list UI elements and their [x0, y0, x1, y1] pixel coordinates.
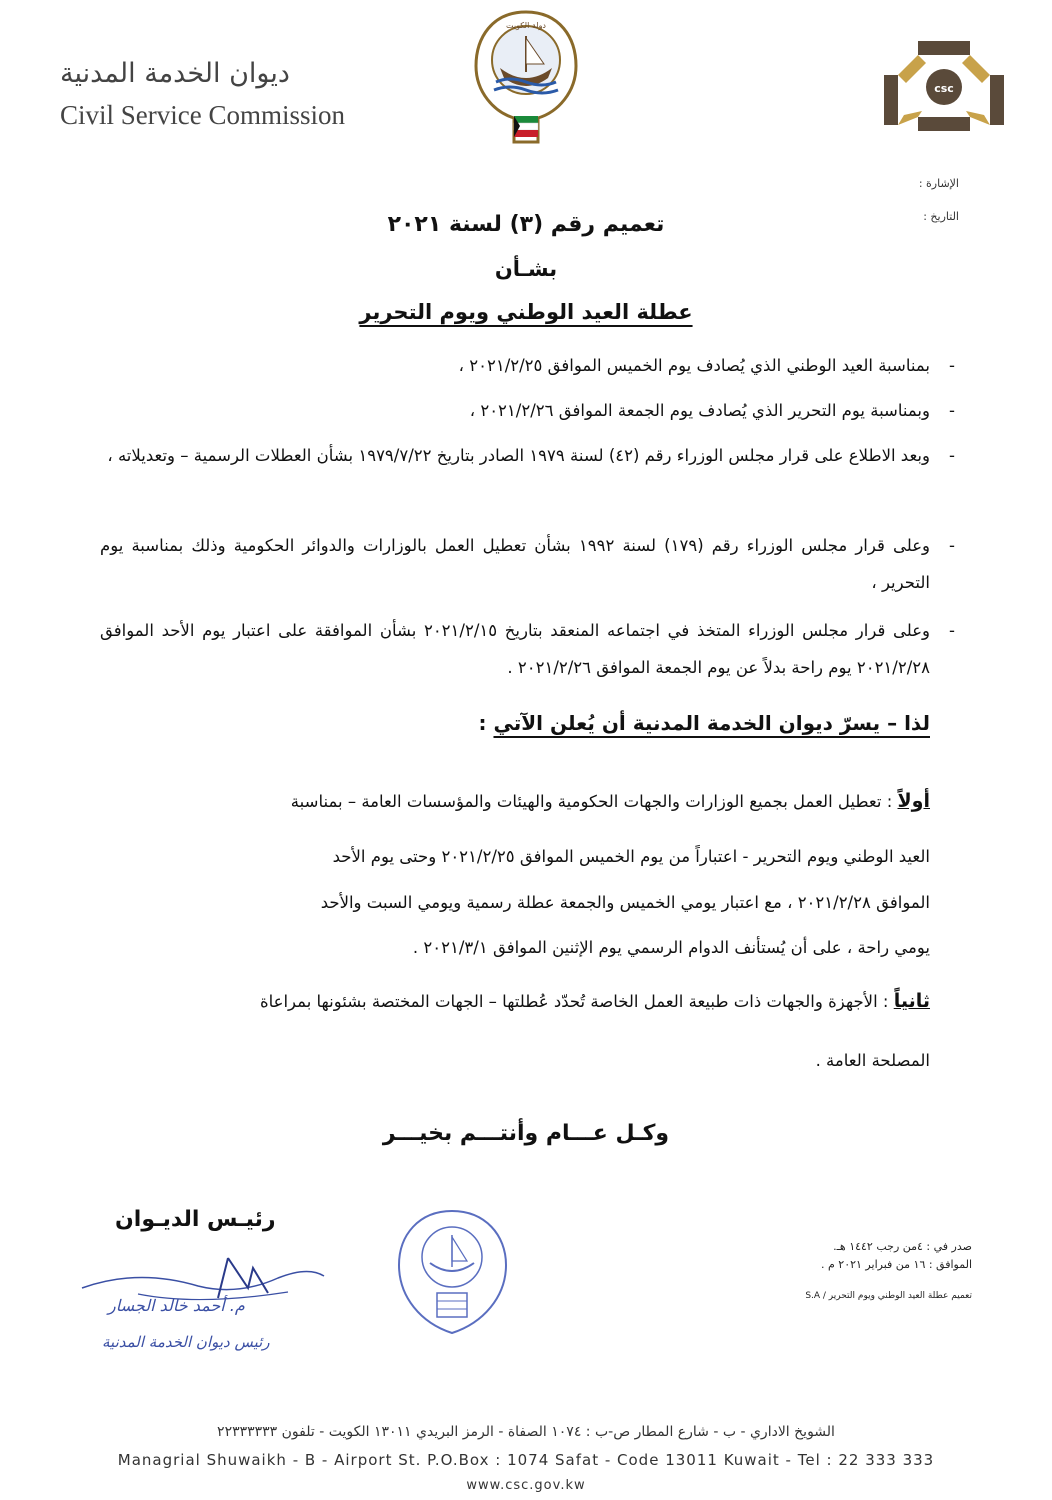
- footer-address-english: Managrial Shuwaikh - B - Airport St. P.O.Box : 1074 Safat - Code 13011 Kuwait - Tel : 22 333 333: [117, 1451, 935, 1469]
- subject-text: عطلة العيد الوطني ويوم التحرير: [359, 300, 693, 324]
- intro-item: - وبمناسبة يوم التحرير الذي يُصادف يوم الجمعة الموافق ٢٠٢١/٢/٢٦ ،: [469, 401, 955, 420]
- file-reference: تعميم عطلة العيد الوطني ويوم التحرير / S.A: [805, 1291, 972, 1301]
- official-stamp-icon: [385, 1205, 520, 1340]
- intro-text: وبعد الاطلاع على قرار مجلس الوزراء رقم (٤٢) لسنة ١٩٧٩ الصادر بتاريخ ١٩٧٩/٧/٢٢ بشأن العطلات الرسمية – وتعديلاته ،: [107, 446, 930, 465]
- signatory-role: رئيس ديوان الخدمة المدنية: [102, 1333, 270, 1351]
- intro-text: وعلى قرار مجلس الوزراء رقم (١٧٩) لسنة ١٩٩٢ بشأن تعطيل العمل بالوزارات والدوائر الحكومية وذلك بمناسبة يوم التحرير ،: [100, 536, 931, 592]
- second-clause-line: [110, 1051, 930, 1070]
- first-clause-line: [110, 893, 930, 912]
- second-clause-line: [70, 990, 930, 1012]
- first-clause-line: [110, 847, 930, 866]
- signatory-name: م. أحمد خالد الجسار: [108, 1296, 245, 1315]
- first-clause-text: العيد الوطني ويوم التحرير - اعتباراً من يوم الخميس الموافق ٢٠٢١/٢/٢٥ وحتى يوم الأحد: [332, 847, 930, 866]
- intro-text: وعلى قرار مجلس الوزراء المتخذ في اجتماعه المنعقد بتاريخ ٢٠٢١/٢/١٥ بشأن الموافقة على اعتبار يوم الأحد الموافق ٢٠٢١/٢/٢٨ يوم راحة بدلاً عن يوم الجمعة الموافق ٢٠٢١/٢/٢٦ .: [100, 621, 931, 677]
- footer-website: www.csc.gov.kw: [466, 1478, 586, 1493]
- intro-item: - وعلى قرار مجلس الوزراء رقم (١٧٩) لسنة ١٩٩٢ بشأن تعطيل العمل بالوزارات والدوائر الحكومية وذلك بمناسبة يوم التحرير ،: [100, 536, 955, 592]
- first-clause-text: الموافق ٢٠٢١/٢/٢٨ ، مع اعتبار يومي الخميس والجمعة عطلة رسمية ويومي السبت والأحد: [320, 893, 930, 912]
- second-clause-text: المصلحة العامة .: [815, 1051, 930, 1070]
- intro-item: - وبعد الاطلاع على قرار مجلس الوزراء رقم (٤٢) لسنة ١٩٧٩ الصادر بتاريخ ١٩٧٩/٧/٢٢ بشأن العطلات الرسمية – وتعديلاته ،: [107, 446, 955, 465]
- intro-item: - وعلى قرار مجلس الوزراء المتخذ في اجتماعه المنعقد بتاريخ ٢٠٢١/٢/١٥ بشأن الموافقة على اعتبار يوم الأحد الموافق ٢٠٢١/٢/٢٨ يوم راحة بدلاً عن يوم الجمعة الموافق ٢٠٢١/٢/٢٦ .: [100, 621, 955, 677]
- regarding-heading: بشـأن: [494, 257, 558, 281]
- intro-text: بمناسبة العيد الوطني الذي يُصادف يوم الخميس الموافق ٢٠٢١/٢/٢٥ ،: [458, 356, 930, 375]
- emblem-text: دولة الكويت: [506, 21, 546, 30]
- intro-text: وبمناسبة يوم التحرير الذي يُصادف يوم الجمعة الموافق ٢٠٢١/٢/٢٦ ،: [469, 401, 930, 420]
- announcement-colon: :: [478, 711, 494, 735]
- second-clause-label: ثانياً: [893, 990, 930, 1012]
- issued-hijri-date: صدر في : ٤من رجب ١٤٤٢ هـ.: [833, 1240, 972, 1253]
- signatory-title: رئيـس الديـوان: [115, 1207, 276, 1232]
- date-label: التاريخ :: [923, 210, 959, 223]
- closing-greeting: وكـل عـــام وأنتـــم بخيـــر: [382, 1121, 670, 1146]
- announcement-text: لذا – يسرّ ديوان الخدمة المدنية أن يُعلن الآتي: [493, 711, 930, 735]
- announcement-line: [479, 711, 930, 735]
- circular-number-title: تعميم رقم (٣) لسنة ٢٠٢١: [387, 212, 665, 237]
- subject-heading: [0, 300, 1052, 324]
- org-name-arabic: ديوان الخدمة المدنية: [60, 58, 290, 89]
- intro-item: - بمناسبة العيد الوطني الذي يُصادف يوم الخميس الموافق ٢٠٢١/٢/٢٥ ،: [458, 356, 955, 375]
- csc-logo-icon: [878, 35, 1010, 135]
- first-clause-text: يومي راحة ، على أن يُستأنف الدوام الرسمي يوم الإثنين الموافق ٢٠٢١/٣/١ .: [412, 938, 930, 957]
- first-clause-line: [110, 938, 930, 957]
- second-clause-text: : الأجهزة والجهات ذات طبيعة العمل الخاصة تُحدّد عُطلتها – الجهات المختصة بشئونها بمراعاة: [259, 992, 894, 1011]
- csc-logo-text: csc: [934, 82, 954, 95]
- issued-gregorian-date: الموافق : ١٦ من فبراير ٢٠٢١ م .: [820, 1258, 972, 1271]
- first-clause-label: أولاً: [897, 790, 930, 812]
- org-name-english: Civil Service Commission: [60, 100, 346, 130]
- reference-label: الإشارة :: [918, 177, 959, 190]
- kuwait-emblem-icon: [470, 8, 582, 146]
- first-clause-text: : تعطيل العمل بجميع الوزارات والجهات الحكومية والهيئات والمؤسسات العامة – بمناسبة: [290, 792, 898, 811]
- first-clause-line: [70, 790, 930, 812]
- footer-address-arabic: الشويخ الاداري - ب - شارع المطار ص-ب : ١٠٧٤ الصفاة - الرمز البريدي ١٣٠١١ الكويت - تلفون ٢٢٣٣٣٣٣٣: [217, 1424, 835, 1440]
